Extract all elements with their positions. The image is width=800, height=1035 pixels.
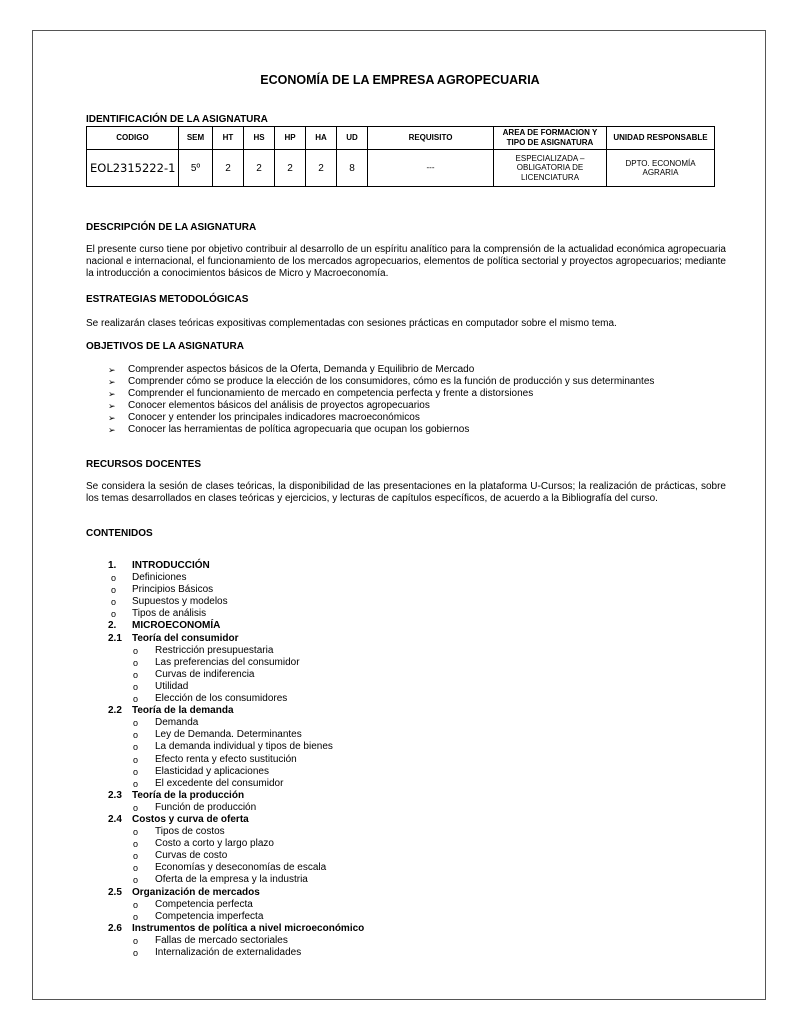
table-header-row xyxy=(87,127,715,150)
header-cell: HS xyxy=(244,127,275,150)
section-number: 2.4 xyxy=(108,813,122,825)
content-label: Elasticidad y aplicaciones xyxy=(155,765,269,777)
document-title: ECONOMÍA DE LA EMPRESA AGROPECUARIA xyxy=(260,73,540,87)
circle-bullet-icon: o xyxy=(133,802,139,813)
estrategias-heading: ESTRATEGIAS METODOLÓGICAS xyxy=(86,294,249,305)
ht-cell: 2 xyxy=(213,150,244,187)
circle-bullet-icon: o xyxy=(133,827,139,838)
ud-cell: 8 xyxy=(337,150,368,187)
arrow-bullet-icon: ➢ xyxy=(108,413,116,423)
arrow-bullet-icon: ➢ xyxy=(108,377,116,387)
content-label: Supuestos y modelos xyxy=(132,596,228,608)
content-label: Teoría de la demanda xyxy=(132,705,234,717)
content-label: Curvas de indiferencia xyxy=(155,668,255,680)
hp-cell: 2 xyxy=(275,150,306,187)
list-item xyxy=(108,388,654,400)
contenidos-heading: CONTENIDOS xyxy=(86,528,153,539)
list-item xyxy=(108,364,654,376)
circle-bullet-icon: o xyxy=(133,899,139,910)
header-cell: SEM xyxy=(179,127,213,150)
header-cell: AREA DE FORMACION Y TIPO DE ASIGNATURA xyxy=(494,127,607,150)
header-cell: HP xyxy=(275,127,306,150)
arrow-bullet-icon: ➢ xyxy=(108,389,116,399)
requisito-cell: --- xyxy=(368,150,494,187)
circle-bullet-icon: o xyxy=(133,669,139,680)
area-cell: ESPECIALIZADA – OBLIGATORIA DE LICENCIATURA xyxy=(494,150,607,187)
circle-bullet-icon: o xyxy=(133,718,139,729)
sem-cell: 5º xyxy=(179,150,213,187)
list-item xyxy=(108,412,654,424)
codigo-cell: EOL2315222-1 xyxy=(87,150,179,187)
section-number: 2.1 xyxy=(108,632,122,644)
circle-bullet-icon: o xyxy=(133,851,139,862)
content-label: Utilidad xyxy=(155,680,189,692)
circle-bullet-icon: o xyxy=(111,573,117,584)
objetivo-text: Conocer y entender los principales indicadores macroeconómicos xyxy=(128,412,420,423)
identificacion-heading: IDENTIFICACIÓN DE LA ASIGNATURA xyxy=(86,114,268,125)
content-label: Demanda xyxy=(155,717,199,729)
content-label: Competencia imperfecta xyxy=(155,910,264,922)
circle-bullet-icon: o xyxy=(111,597,117,608)
content-label: Instrumentos de política a nivel microeconómico xyxy=(132,922,365,934)
objetivos-list xyxy=(108,364,654,436)
content-label: Tipos de análisis xyxy=(132,608,207,620)
content-label: Principios Básicos xyxy=(132,584,214,596)
header-cell: UNIDAD RESPONSABLE xyxy=(607,127,715,150)
arrow-bullet-icon: ➢ xyxy=(108,365,116,375)
header-cell: HT xyxy=(213,127,244,150)
circle-bullet-icon: o xyxy=(133,935,139,946)
circle-bullet-icon: o xyxy=(133,911,139,922)
content-label: Organización de mercados xyxy=(132,886,260,898)
circle-bullet-icon: o xyxy=(133,742,139,753)
content-label: Las preferencias del consumidor xyxy=(155,656,300,668)
content-label: Elección de los consumidores xyxy=(155,693,288,705)
circle-bullet-icon: o xyxy=(133,730,139,741)
circle-bullet-icon: o xyxy=(133,778,139,789)
circle-bullet-icon: o xyxy=(133,657,139,668)
section-number: 1. xyxy=(108,560,117,571)
content-label: Tipos de costos xyxy=(155,826,225,838)
circle-bullet-icon: o xyxy=(133,863,139,874)
circle-bullet-icon: o xyxy=(133,839,139,850)
arrow-bullet-icon: ➢ xyxy=(108,425,116,435)
ha-cell: 2 xyxy=(306,150,337,187)
content-label: Internalización de externalidades xyxy=(155,947,302,958)
descripcion-heading: DESCRIPCIÓN DE LA ASIGNATURA xyxy=(86,222,257,233)
content-label: Función de producción xyxy=(155,801,257,813)
header-cell: CODIGO xyxy=(87,127,179,150)
content-label: Teoría de la producción xyxy=(132,789,245,801)
table-row xyxy=(87,150,715,187)
objetivo-text: Comprender cómo se produce la elección de los consumidores, cómo es la función de producción y sus determinantes xyxy=(128,376,655,387)
content-label: Economías y deseconomías de escala xyxy=(155,862,327,874)
content-label: INTRODUCCIÓN xyxy=(132,560,210,571)
header-cell: HA xyxy=(306,127,337,150)
circle-bullet-icon: o xyxy=(111,609,117,620)
section-number: 2.3 xyxy=(108,789,122,801)
content-label: Restricción presupuestaria xyxy=(155,644,274,656)
content-label: Oferta de la empresa y la industria xyxy=(155,874,308,886)
estrategias-text: Se realizarán clases teóricas expositivas complementadas con sesiones prácticas en computador sobre el mismo tema. xyxy=(86,318,617,329)
header-cell: REQUISITO xyxy=(368,127,494,150)
course-info-table xyxy=(86,126,715,187)
objetivo-text: Conocer las herramientas de política agropecuaria que ocupan los gobiernos xyxy=(128,424,470,435)
recursos-heading: RECURSOS DOCENTES xyxy=(86,459,202,470)
circle-bullet-icon: o xyxy=(133,766,139,777)
circle-bullet-icon: o xyxy=(133,754,139,765)
section-number: 2.5 xyxy=(108,886,122,898)
circle-bullet-icon: o xyxy=(111,585,117,596)
content-label: La demanda individual y tipos de bienes xyxy=(155,741,333,753)
circle-bullet-icon: o xyxy=(133,694,139,705)
content-label: Competencia perfecta xyxy=(155,898,253,910)
circle-bullet-icon: o xyxy=(133,681,139,692)
unidad-cell: DPTO. ECONOMÍA AGRARIA xyxy=(607,150,715,187)
content-label: El excedente del consumidor xyxy=(155,777,284,789)
content-label: Efecto renta y efecto sustitución xyxy=(155,753,297,765)
content-label: Ley de Demanda. Determinantes xyxy=(155,729,302,741)
content-label: Definiciones xyxy=(132,572,187,584)
descripcion-text: El presente curso tiene por objetivo contribuir al desarrollo de un espíritu analítico para la comprensión de la actualidad económica agropecuaria nacional e internacional, el funcionamiento de los mercados agropecuarios, elementos de política sectorial y proyectos agropecuarios; mediante la introducción a conocimientos básicos de Micro y Macroeconomía. xyxy=(86,244,726,279)
objetivo-text: Comprender aspectos básicos de la Oferta, Demanda y Equilibrio de Mercado xyxy=(128,364,475,375)
arrow-bullet-icon: ➢ xyxy=(108,401,116,411)
content-label: MICROECONOMÍA xyxy=(132,620,221,632)
circle-bullet-icon: o xyxy=(133,645,139,656)
hs-cell: 2 xyxy=(244,150,275,187)
content-label: Curvas de costo xyxy=(155,850,228,862)
content-label: Fallas de mercado sectoriales xyxy=(155,934,288,946)
section-number: 2.6 xyxy=(108,922,122,934)
section-number: 2. xyxy=(108,620,117,632)
list-item xyxy=(108,376,654,388)
list-item xyxy=(108,400,654,412)
section-number: 2.2 xyxy=(108,705,122,717)
content-label: Teoría del consumidor xyxy=(132,632,239,644)
objetivo-text: Conocer elementos básicos del análisis de proyectos agropecuarios xyxy=(128,400,430,411)
objetivos-heading: OBJETIVOS DE LA ASIGNATURA xyxy=(86,341,244,352)
circle-bullet-icon: o xyxy=(133,875,139,886)
content-label: Costos y curva de oferta xyxy=(132,813,249,825)
header-cell: UD xyxy=(337,127,368,150)
content-label: Costo a corto y largo plazo xyxy=(155,838,274,850)
objetivo-text: Comprender el funcionamiento de mercado en competencia perfecta y frente a distorsiones xyxy=(128,388,534,399)
circle-bullet-icon: o xyxy=(133,948,139,958)
list-item xyxy=(108,424,654,436)
recursos-text: Se considera la sesión de clases teóricas, la disponibilidad de las presentaciones en la plataforma U-Cursos; la realización de prácticas, sobre los temas desarrollados en clases teóricas y ejercicios, y lecturas de capítulos específicos, de acuerdo a la Bibliografía del curso. xyxy=(86,481,726,504)
